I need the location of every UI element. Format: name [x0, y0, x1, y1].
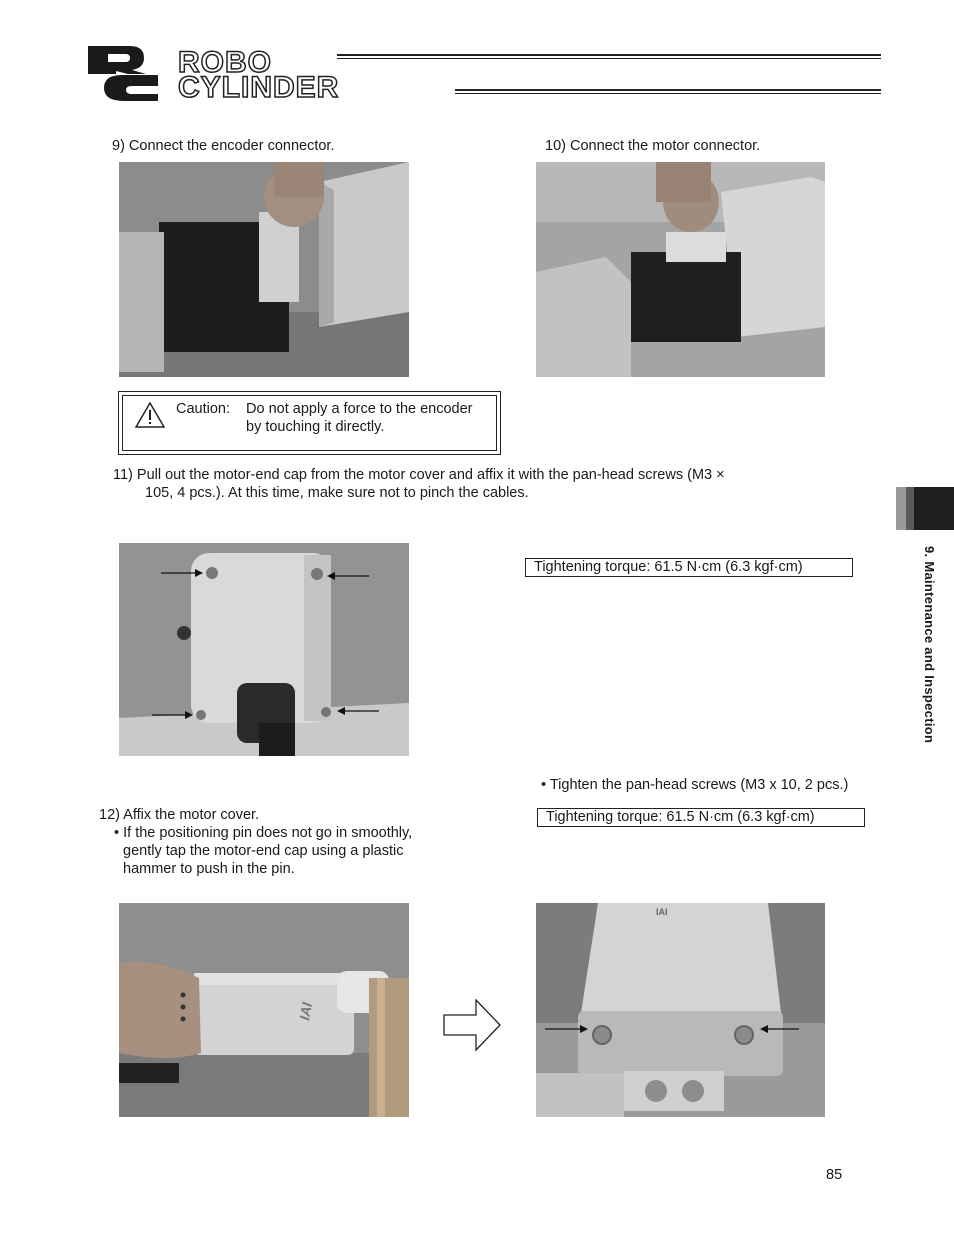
torque-box-1: Tightening torque: 61.5 N·cm (6.3 kgf·cm): [525, 558, 853, 577]
photo-motor-cover-screws: [536, 903, 825, 1117]
caution-line-1: Do not apply a force to the encoder: [246, 401, 473, 417]
caution-line-2: by touching it directly.: [246, 419, 385, 435]
chapter-label: 9. Maintenance and Inspection: [922, 546, 937, 744]
step-10-label: 10) Connect the motor connector.: [545, 138, 761, 154]
logo-mark: [86, 44, 160, 102]
photo-4-brand: IAI: [296, 1001, 316, 1022]
torque-box-2: Tightening torque: 61.5 N·cm (6.3 kgf·cm): [537, 808, 865, 827]
photo-encoder-connector: [119, 162, 409, 377]
logo-word-cylinder: CYLINDER: [178, 71, 340, 104]
photo-motor-end-cap: [119, 543, 409, 756]
caution-label: Caution:: [176, 401, 231, 417]
step-12-bullet-line-3: hammer to push in the pin.: [123, 861, 295, 877]
chapter-tab: [896, 487, 954, 530]
photo-motor-connector: [536, 162, 825, 377]
caution-box: [118, 391, 501, 455]
step-12-bullet-line-2: gently tap the motor-end cap using a plastic: [123, 843, 404, 859]
photo-5-brand: IAI: [656, 907, 668, 917]
header-rule-bottom: [455, 89, 881, 94]
arrow-right-icon: [443, 998, 501, 1052]
step-12-bullet-line-1: • If the positioning pin does not go in smoothly,: [114, 825, 413, 841]
screws-note: • Tighten the pan-head screws (M3 x 10, 2 pcs.): [541, 777, 849, 793]
page-number: 85: [826, 1167, 843, 1183]
step-9-label: 9) Connect the encoder connector.: [112, 138, 335, 154]
step-11-line-1: 11) Pull out the motor-end cap from the motor cover and affix it with the pan-head screws (M3 ×: [113, 467, 725, 483]
logo-rc-icon: [86, 44, 160, 102]
logo-word-robo: ROBO: [178, 46, 272, 79]
photo-tap-motor-cover: [119, 903, 409, 1117]
header-rule-top: [337, 54, 881, 59]
step-11-line-2: 105, 4 pcs.). At this time, make sure not to pinch the cables.: [145, 485, 529, 501]
step-12-label: 12) Affix the motor cover.: [99, 807, 260, 823]
warning-icon: [135, 402, 165, 428]
